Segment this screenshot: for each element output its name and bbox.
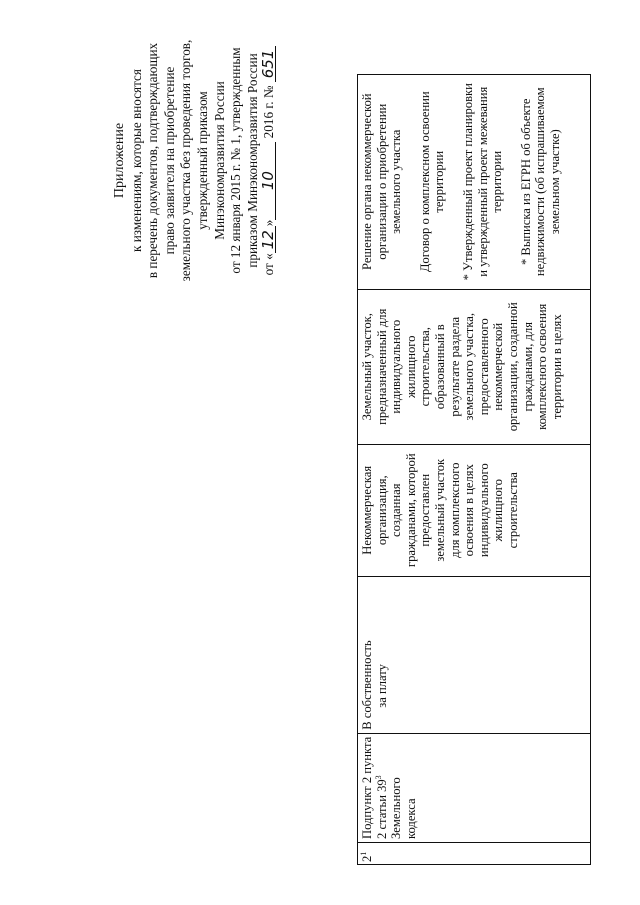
projects-line: территории <box>490 150 505 213</box>
land-plot-line: индивидуального <box>389 319 404 414</box>
land-plot-line: результате раздела <box>447 316 462 417</box>
applicant-line: земельный участок <box>432 458 447 562</box>
spacer <box>505 78 519 286</box>
appendix-header <box>112 28 278 293</box>
row-number-cell <box>358 843 591 865</box>
land-plot-cell <box>358 289 591 444</box>
table-row <box>358 74 591 864</box>
land-plot-line: некоммерческой <box>491 322 506 411</box>
handwritten-day: 12 <box>261 226 276 253</box>
row-number-superscript: 1 <box>358 851 368 856</box>
land-plot-line: гражданами, для <box>520 321 535 412</box>
applicant-line: Некоммерческая <box>360 465 374 555</box>
right-type-cell <box>358 576 591 733</box>
legal-basis-cell <box>358 733 591 842</box>
legal-basis-line: Подпункт 2 пункта <box>360 736 374 839</box>
right-type-line: за плату <box>374 664 389 708</box>
handwritten-month: 10 <box>261 142 276 220</box>
applicant-line: для комплексного <box>447 462 462 558</box>
egrn-line: * Выписка из ЕГРН об объекте <box>518 98 533 266</box>
spacer <box>404 78 418 286</box>
order-date-line <box>261 28 278 293</box>
land-plot-line: строительства, <box>418 327 433 407</box>
header-line: приказом Минэкономразвития России <box>244 53 260 268</box>
right-type-line: В собственность <box>360 640 374 730</box>
applicant-line: гражданами, которой <box>403 453 418 568</box>
header-line: утвержденный приказом <box>194 91 210 230</box>
land-plot-line: предоставленного <box>476 318 491 416</box>
egrn-line: земельном участке) <box>547 129 562 235</box>
header-line: к изменениям, которые вносятся <box>128 69 144 252</box>
article-superscript: 3 <box>373 775 383 780</box>
legal-basis-line <box>375 737 390 839</box>
documents-table <box>357 74 591 865</box>
date-prefix: от « <box>261 253 277 276</box>
applicant-line: созданная <box>389 483 404 537</box>
appendix-title: Приложение <box>112 122 127 199</box>
projects-line: * Утвержденный проект планировки <box>460 83 475 281</box>
land-plot-line: предназначенный для <box>374 308 389 425</box>
header-line: право заявителя на приобретение <box>161 66 177 255</box>
land-plot-line: организации, созданной <box>505 302 520 432</box>
land-plot-line: Земельный участок, <box>360 313 374 421</box>
decision-line: земельного участка <box>389 129 404 234</box>
legal-basis-article: 2 статьи 39 <box>374 779 389 839</box>
header-line: Минэкономразвития России <box>211 81 227 240</box>
header-line: земельного участка без проведения торгов, <box>178 39 194 282</box>
legal-basis-line: Земельного <box>389 777 404 839</box>
decision-line: организации о приобретении <box>374 103 389 260</box>
contract-line: Договор о комплексном освоении <box>417 91 432 273</box>
applicant-line: строительства <box>505 472 520 549</box>
handwritten-order-number: 651 <box>261 46 276 83</box>
applicant-line: предоставлен <box>418 473 433 547</box>
documents-cell <box>358 74 591 289</box>
applicant-line: индивидуального <box>476 463 491 558</box>
applicant-line: жилищного <box>491 479 506 542</box>
row-number: 2 <box>360 855 374 862</box>
decision-line: Решение органа некоммерческой <box>360 93 374 270</box>
applicant-cell <box>358 444 591 576</box>
land-plot-line: земельного участка, <box>462 313 477 421</box>
egrn-line: недвижимости (об испрашиваемом <box>533 87 548 277</box>
projects-line: и утвержденный проект межевания <box>475 86 490 277</box>
land-plot-line: комплексного освоения <box>535 303 550 430</box>
legal-basis-line: кодекса <box>403 798 418 839</box>
header-line: в перечень документов, подтверждающих <box>145 42 161 279</box>
land-plot-line: территории в целях <box>549 314 564 420</box>
date-year: 2016 г. № <box>261 85 277 139</box>
contract-line: территории <box>432 150 447 213</box>
header-line: от 12 января 2015 г. № 1, утвержденным <box>228 47 244 274</box>
land-plot-line: образованный в <box>432 324 447 410</box>
applicant-line: организация, <box>374 475 389 546</box>
land-plot-line: жилищного <box>403 335 418 398</box>
date-quote: » <box>261 219 277 227</box>
applicant-line: освоения в целях <box>462 464 477 557</box>
spacer <box>447 78 461 286</box>
